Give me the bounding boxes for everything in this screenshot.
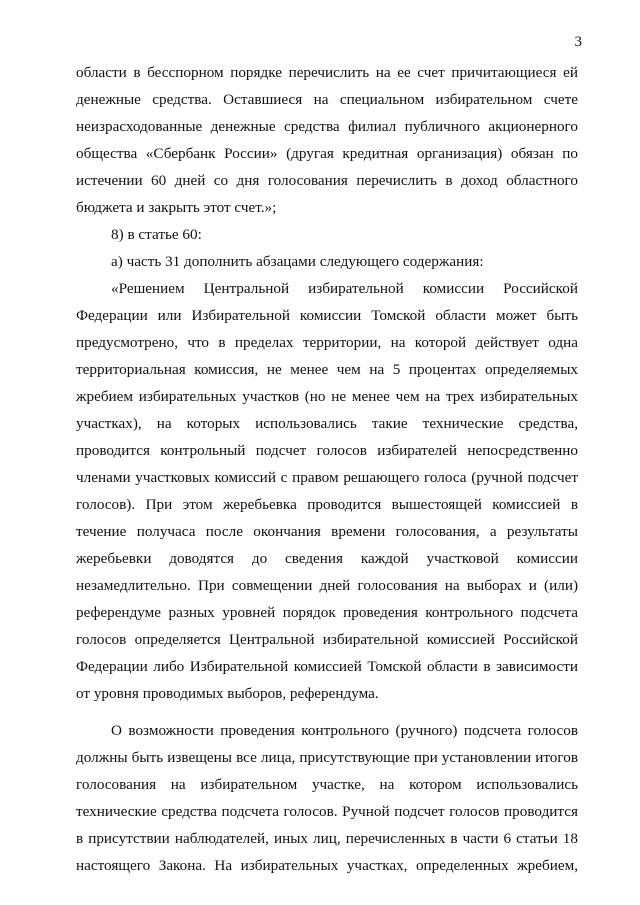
text-line: области в бесспорном порядке перечислить на ее счет причитающиеся ей (76, 64, 578, 81)
text-line: 8) в статье 60: (111, 226, 202, 243)
text-line: течение получаса после окончания времени голосования, а результаты (76, 523, 578, 540)
text-line: незамедлительно. При совмещении дней голосования на выборах и (или) (76, 577, 578, 594)
page-number: 3 (574, 34, 582, 50)
text-line: жребием избирательных участков (но не менее чем на трех избирательных (76, 388, 578, 405)
text-line: денежные средства. Оставшиеся на специальном избирательном счете (76, 91, 578, 108)
text-line: голосов). При этом жеребьевка проводится вышестоящей комиссией в (76, 496, 578, 513)
text-line: голосования на избирательном участке, на котором использовались (76, 776, 578, 793)
text-line: должны быть извещены все лица, присутствующие при установлении итогов (76, 749, 578, 766)
paragraph-item-a (76, 248, 578, 275)
text-line: членами участковых комиссий с правом решающего голоса (ручной подсчет (76, 469, 578, 486)
paragraph-para-notice (76, 717, 578, 879)
text-line: а) часть 31 дополнить абзацами следующего содержания: (111, 253, 484, 270)
text-line: жеребьевки доводятся до сведения каждой участковой комиссии (76, 550, 578, 567)
document-body (76, 59, 578, 879)
paragraph-item-8 (76, 221, 578, 248)
text-line: Федерации или Избирательной комиссии Томской области может быть (76, 307, 578, 324)
text-line: «Решением Центральной избирательной комиссии Российской (111, 280, 578, 297)
text-line: технические средства подсчета голосов. Ручной подсчет голосов проводится (76, 803, 578, 820)
text-line: истечении 60 дней со дня голосования перечислить в доход областного (76, 172, 578, 189)
text-line: неизрасходованные денежные средства филиал публичного акционерного (76, 118, 578, 135)
text-line: участках), на которых использовались такие технические средства, (76, 415, 578, 432)
text-line: от уровня проводимых выборов, референдума. (76, 685, 379, 702)
text-line: предусмотрено, что в пределах территории, на которой действует одна (76, 334, 578, 351)
text-line: Федерации либо Избирательной комиссией Томской области в зависимости (76, 658, 578, 675)
paragraph-para-continued (76, 59, 578, 221)
text-line: настоящего Закона. На избирательных участках, определенных жребием, (76, 857, 578, 874)
text-line: референдуме разных уровней порядок проведения контрольного подсчета (76, 604, 578, 621)
text-line: в присутствии наблюдателей, иных лиц, перечисленных в части 6 статьи 18 (76, 830, 578, 847)
text-line: территориальная комиссия, не менее чем на 5 процентах определяемых (76, 361, 578, 378)
text-line: голосов определяется Центральной избирательной комиссией Российской (76, 631, 578, 648)
paragraph-gap (76, 707, 578, 717)
text-line: бюджета и закрыть этот счет.»; (76, 199, 277, 216)
paragraph-para-quote (76, 275, 578, 707)
text-line: проводится контрольный подсчет голосов избирателей непосредственно (76, 442, 578, 459)
text-line: О возможности проведения контрольного (ручного) подсчета голосов (111, 722, 578, 739)
text-line: общества «Сбербанк России» (другая кредитная организация) обязан по (76, 145, 578, 162)
